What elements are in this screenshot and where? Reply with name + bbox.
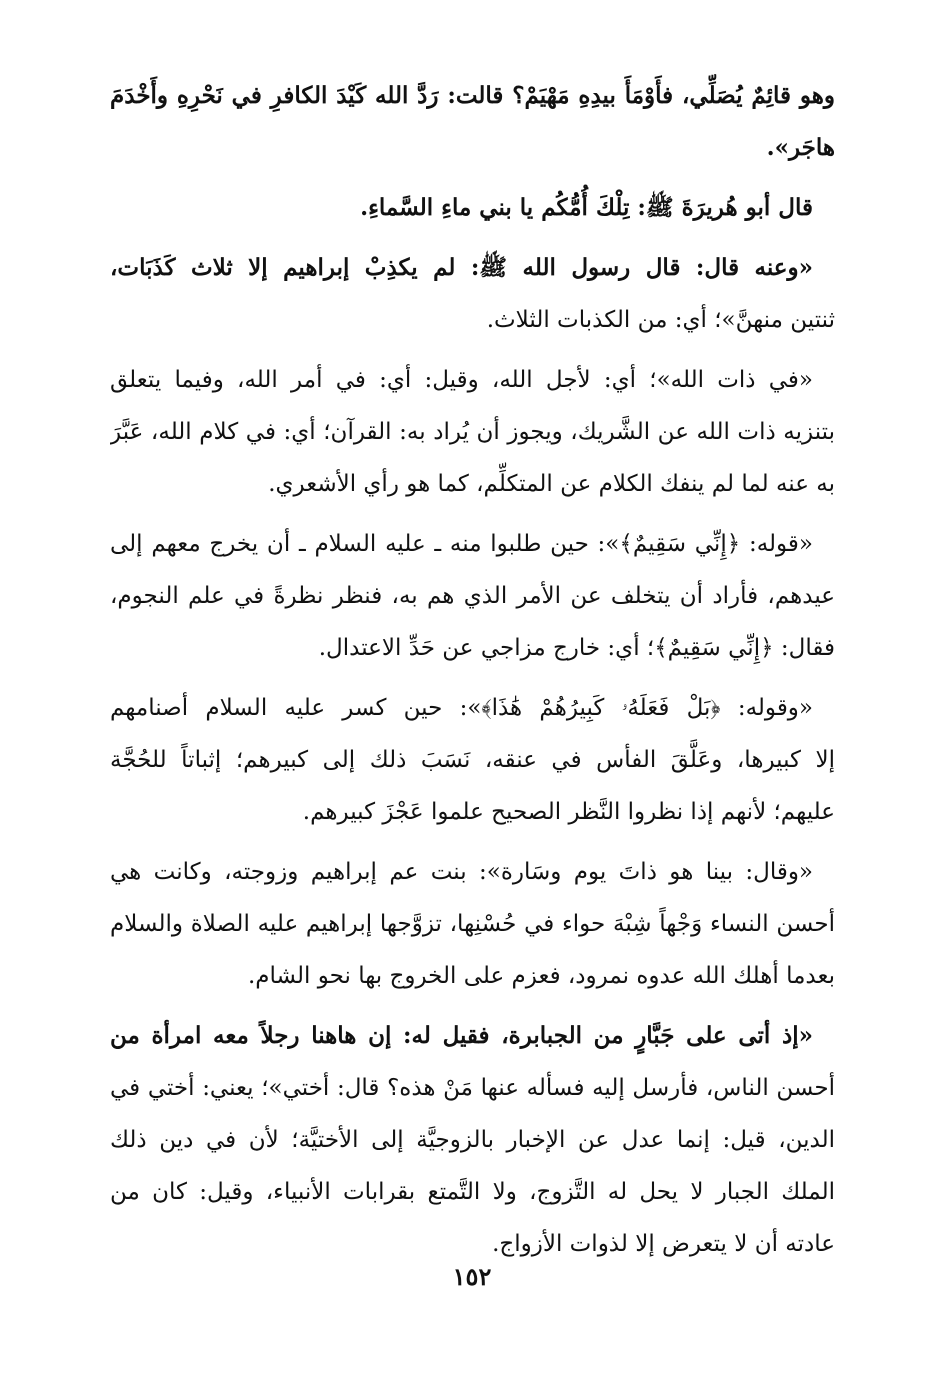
text-line: «وقوله: ﴿بَلْ فَعَلَهُۥ كَبِيرُهُمْ هَٰذَا﴾»: حين كسر عليه السلام أصنامهم: [110, 695, 813, 721]
text-line: عليهم؛ لأنهم إذا نظروا النَّظر الصحيح علموا عَجْزَ كبيرهم.: [302, 799, 835, 825]
text-line: إلا كبيرها، وعَلَّقَ الفأس في عنقه، نَسَبَ ذلك إلى كبيرهم؛ إثباتاً للحُجَّة: [110, 747, 835, 773]
text-line: وهو قائِمٌ يُصَلِّي، فأَوْمَأَ بيدِهِ مَهْيَمْ؟ قالت: رَدَّ الله كَيْدَ الكافرِ في نَحْرِهِ وأَخْدَمَ: [110, 82, 835, 109]
paragraph-7: [110, 846, 835, 1002]
text-line: به عنه لما لم ينفك الكلام عن المتكلِّم، كما هو رأي الأشعري.: [268, 471, 835, 497]
text-line: بعدما أهلك الله عدوه نمرود، فعزم على الخروج بها نحو الشام.: [247, 963, 835, 989]
text-line: هاجَر».: [766, 134, 835, 161]
paragraph-1: [110, 70, 835, 174]
text-line: «قوله: ﴿إِنِّي سَقِيمٌ﴾»: حين طلبوا منه ـ عليه السلام ـ أن يخرج معهم إلى: [110, 531, 813, 557]
paragraph-4: [110, 354, 835, 510]
text-line: ثنتين منهنَّ»؛ أي: من الكذبات الثلاث.: [486, 307, 835, 333]
page-number: ١٥٢: [452, 1262, 492, 1291]
paragraph-3: [110, 242, 835, 346]
paragraph-6: [110, 682, 835, 838]
text-line: عيدهم، فأراد أن يتخلف عن الأمر الذي هم به، فنظر نظرةً في علم النجوم،: [110, 583, 835, 609]
text-line: الملك الجبار لا يحل له التَّزوج، ولا التَّمتع بقرابات الأنبياء، وقيل: كان من: [110, 1179, 835, 1205]
text-line: بتنزيه ذات الله عن الشَّريك، ويجوز أن يُراد به: القرآن؛ أي: في كلام الله، عَبَّرَ: [110, 419, 835, 445]
body-text: [110, 70, 835, 1278]
text-line: «إذ أتى على جَبَّارٍ من الجبابرة، فقيل له: إن هاهنا رجلاً معه امرأة من: [110, 1022, 813, 1049]
text-line: «وقال: بينا هو ذاتَ يوم وسَارة»: بنت عم إبراهيم وزوجته، وكانت هي: [110, 859, 813, 885]
paragraph-5: [110, 518, 835, 674]
paragraph-2: [110, 182, 835, 234]
text-line: أحسن الناس، فأرسل إليه فسأله عنها مَنْ هذه؟ قال: أختي»؛ يعني: أختي في: [110, 1075, 835, 1101]
text-line: أحسن النساء وَجْهاً شِبْهَ حواء في حُسْنِها، تزوَّجها إبراهيم عليه الصلاة والسلام: [110, 911, 835, 937]
text-line: «في ذات الله»؛ أي: لأجل الله، وقيل: أي: في أمر الله، وفيما يتعلق: [110, 367, 813, 393]
text-line: عادته أن لا يتعرض إلا لذوات الأزواج.: [492, 1231, 835, 1257]
text-line: قال أبو هُريرَةَ ﷺ: تِلْكَ أُمُّكُم يا بني ماءِ السَّماءِ.: [360, 194, 813, 221]
text-line: فقال: ﴿إِنِّي سَقِيمٌ﴾؛ أي: خارج مزاجي عن حَدِّ الاعتدال.: [318, 635, 835, 661]
paragraph-8: [110, 1010, 835, 1270]
text-line: «وعنه قال: قال رسول الله ﷺ: لم يكذِبْ إبراهيم إلا ثلاث كَذَبَات،: [110, 254, 813, 281]
text-line: الدين، قيل: إنما عدل عن الإخبار بالزوجيَّة إلى الأختيَّة؛ لأن في دين ذلك: [110, 1127, 835, 1153]
